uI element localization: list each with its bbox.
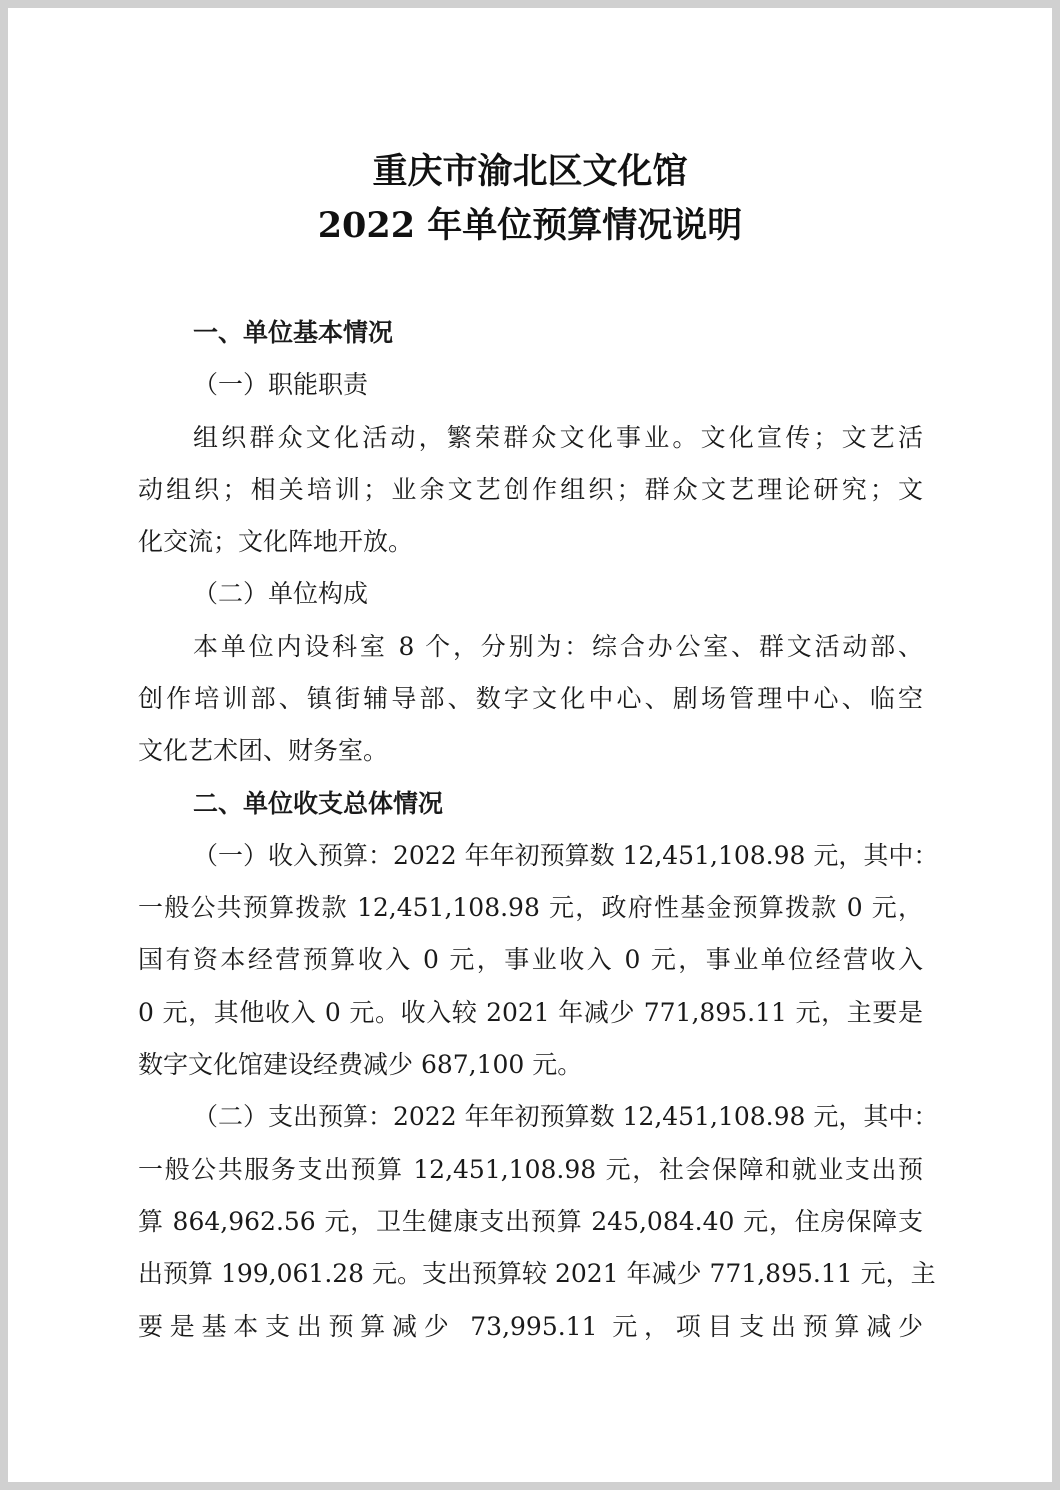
section-heading-budget-overview: 二、单位收支总体情况 bbox=[193, 789, 444, 818]
paragraph-line: 算 864,962.56 元，卫生健康支出预算 245,084.40 元，住房保障支 bbox=[138, 1207, 923, 1236]
paragraph-line: 0 元，其他收入 0 元。收入较 2021 年减少 771,895.11 元，主要是 bbox=[138, 998, 923, 1027]
paragraph-line: 一般公共预算拨款 12,451,108.98 元，政府性基金预算拨款 0 元， bbox=[138, 893, 923, 922]
paragraph-line: 文化艺术团、财务室。 bbox=[138, 736, 389, 765]
paragraph-line: 要是基本支出预算减少 73,995.11 元，项目支出预算减少 bbox=[138, 1312, 923, 1341]
section-heading-basic-info: 一、单位基本情况 bbox=[193, 318, 394, 347]
subsection-heading-duties: （一）职能职责 bbox=[193, 370, 369, 399]
paragraph-line: 国有资本经营预算收入 0 元，事业收入 0 元，事业单位经营收入 bbox=[138, 945, 923, 974]
paragraph-line: 创作培训部、镇街辅导部、数字文化中心、剧场管理中心、临空 bbox=[138, 684, 923, 713]
paragraph-line: 组织群众文化活动，繁荣群众文化事业。文化宣传；文艺活 bbox=[193, 423, 923, 452]
document-title: 重庆市渝北区文化馆 bbox=[372, 151, 688, 192]
subsection-heading-composition: （二）单位构成 bbox=[193, 579, 369, 608]
paragraph-line: 本单位内设科室 8 个，分别为：综合办公室、群文活动部、 bbox=[193, 632, 923, 661]
document-page bbox=[8, 8, 1052, 1482]
paragraph-line: 数字文化馆建设经费减少 687,100 元。 bbox=[138, 1050, 583, 1079]
document-subtitle: 2022 年单位预算情况说明 bbox=[317, 205, 743, 246]
paragraph-line: 一般公共服务支出预算 12,451,108.98 元，社会保障和就业支出预 bbox=[138, 1155, 923, 1184]
paragraph-line: （一）收入预算：2022 年年初预算数 12,451,108.98 元，其中： bbox=[193, 841, 939, 870]
paragraph-line: 动组织；相关培训；业余文艺创作组织；群众文艺理论研究；文 bbox=[138, 475, 923, 504]
paragraph-line: 化交流；文化阵地开放。 bbox=[138, 527, 414, 556]
paragraph-line: 出预算 199,061.28 元。支出预算较 2021 年减少 771,895.11 元，主 bbox=[138, 1259, 936, 1288]
paragraph-line: （二）支出预算：2022 年年初预算数 12,451,108.98 元，其中： bbox=[193, 1102, 939, 1131]
